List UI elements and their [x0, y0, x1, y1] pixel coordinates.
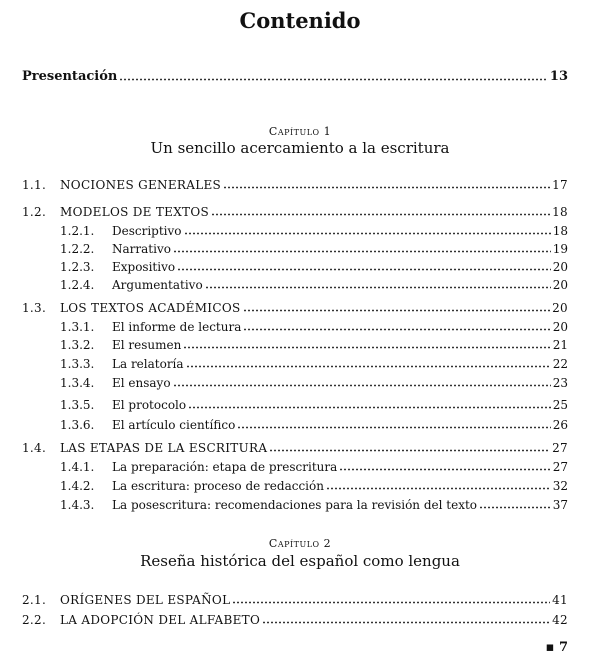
dot-leader — [223, 186, 550, 189]
entry-page: 41 — [552, 593, 568, 607]
entry-label: MODELOS DE TEXTOS — [60, 205, 210, 219]
toc-entry[interactable] — [60, 259, 568, 275]
dot-leader — [262, 621, 550, 624]
entry-label: Expositivo — [112, 260, 176, 274]
entry-page: 18 — [552, 224, 568, 238]
entry-page: 13 — [549, 69, 568, 84]
toc-entry[interactable] — [22, 612, 568, 628]
chapter-1-heading: Capítulo 1 — [268, 125, 332, 138]
dot-leader — [479, 506, 551, 509]
dot-leader — [173, 384, 551, 387]
entry-label: Presentación — [22, 69, 118, 84]
entry-label: La preparación: etapa de prescritura — [112, 460, 338, 474]
entry-number: 2.2. — [22, 613, 47, 627]
entry-page: 17 — [552, 178, 568, 192]
toc-entry[interactable] — [60, 497, 568, 513]
dot-leader — [184, 232, 551, 235]
dot-leader — [237, 426, 550, 429]
entry-label: El protocolo — [112, 398, 187, 412]
entry-label: La relatoría — [112, 357, 184, 371]
toc-entry[interactable] — [60, 397, 568, 413]
entry-page: 25 — [552, 398, 568, 412]
dot-leader — [119, 78, 548, 81]
toc-entry[interactable] — [60, 223, 568, 239]
toc-entry[interactable] — [22, 177, 568, 193]
chapter-2-title: Reseña histórica del español como lengua — [140, 552, 460, 570]
entry-number: 1.2.2. — [60, 242, 95, 256]
entry-number: 1.3.6. — [60, 418, 95, 432]
toc-entry[interactable] — [22, 300, 568, 316]
dot-leader — [177, 268, 551, 271]
entry-number: 1.4. — [22, 441, 47, 455]
entry-page: 22 — [552, 357, 568, 371]
entry-page: 21 — [552, 338, 568, 352]
entry-label: NOCIONES GENERALES — [60, 178, 222, 192]
entry-label: Descriptivo — [112, 224, 182, 238]
page-title: Contenido — [239, 8, 361, 33]
toc-entry[interactable] — [60, 375, 568, 391]
entry-number: 1.3.4. — [60, 376, 95, 390]
dot-leader — [186, 365, 551, 368]
dot-leader — [183, 346, 550, 349]
dot-leader — [243, 309, 551, 312]
dot-leader — [188, 406, 551, 409]
dot-leader — [173, 250, 551, 253]
entry-page: 23 — [552, 376, 568, 390]
entry-number: 1.2.3. — [60, 260, 95, 274]
entry-label: La escritura: proceso de redacción — [112, 479, 324, 493]
toc-entry[interactable] — [60, 356, 568, 372]
entry-label: El informe de lectura — [112, 320, 242, 334]
entry-page: 37 — [552, 498, 568, 512]
toc-entry[interactable] — [60, 459, 568, 475]
toc-entry[interactable] — [60, 319, 568, 335]
chapter-1-title: Un sencillo acercamiento a la escritura — [150, 139, 450, 157]
entry-page: 27 — [552, 460, 568, 474]
entry-number: 1.4.3. — [60, 498, 95, 512]
entry-label: Argumentativo — [112, 278, 203, 292]
entry-page: 32 — [552, 479, 568, 493]
entry-label: El artículo científico — [112, 418, 236, 432]
toc-entry[interactable] — [60, 337, 568, 353]
entry-label: LOS TEXTOS ACADÉMICOS — [60, 301, 241, 315]
dot-leader — [211, 213, 550, 216]
entry-label: LAS ETAPAS DE LA ESCRITURA — [60, 441, 268, 455]
page-number: ▪ 7 — [545, 640, 568, 655]
entry-number: 1.3.1. — [60, 320, 95, 334]
toc-entry[interactable] — [60, 417, 568, 433]
toc-entry[interactable] — [22, 592, 568, 608]
entry-page: 19 — [552, 242, 568, 256]
dot-leader — [326, 487, 551, 490]
dot-leader — [269, 449, 550, 452]
entry-number: 1.3.2. — [60, 338, 95, 352]
entry-page: 42 — [552, 613, 568, 627]
entry-page: 18 — [552, 205, 568, 219]
toc-entry[interactable] — [22, 440, 568, 456]
entry-number: 1.2.4. — [60, 278, 95, 292]
chapter-2-heading: Capítulo 2 — [268, 537, 332, 550]
dot-leader — [232, 601, 550, 604]
entry-number: 2.1. — [22, 593, 47, 607]
toc-entry[interactable] — [60, 478, 568, 494]
entry-page: 26 — [552, 418, 568, 432]
entry-number: 1.3.3. — [60, 357, 95, 371]
entry-label: La posescritura: recomendaciones para la revisión del texto — [112, 498, 478, 512]
entry-page: 20 — [552, 278, 568, 292]
dot-leader — [205, 286, 551, 289]
dot-leader — [339, 468, 550, 471]
toc-entry[interactable] — [60, 277, 568, 293]
entry-page: 20 — [552, 320, 568, 334]
toc-entry[interactable] — [22, 204, 568, 220]
entry-number: 1.2. — [22, 205, 47, 219]
entry-label: Narrativo — [112, 242, 171, 256]
entry-label: ORÍGENES DEL ESPAÑOL — [60, 593, 231, 607]
entry-number: 1.3. — [22, 301, 47, 315]
entry-label: LA ADOPCIÓN DEL ALFABETO — [60, 613, 261, 627]
toc-entry[interactable] — [60, 241, 568, 257]
dot-leader — [243, 328, 550, 331]
entry-page: 27 — [552, 441, 568, 455]
entry-number: 1.2.1. — [60, 224, 95, 238]
toc-entry-presentation[interactable] — [22, 69, 568, 85]
entry-page: 20 — [552, 260, 568, 274]
entry-label: El ensayo — [112, 376, 171, 390]
entry-number: 1.4.2. — [60, 479, 95, 493]
entry-label: El resumen — [112, 338, 182, 352]
entry-page: 20 — [552, 301, 568, 315]
entry-number: 1.3.5. — [60, 398, 95, 412]
entry-number: 1.4.1. — [60, 460, 95, 474]
entry-number: 1.1. — [22, 178, 47, 192]
